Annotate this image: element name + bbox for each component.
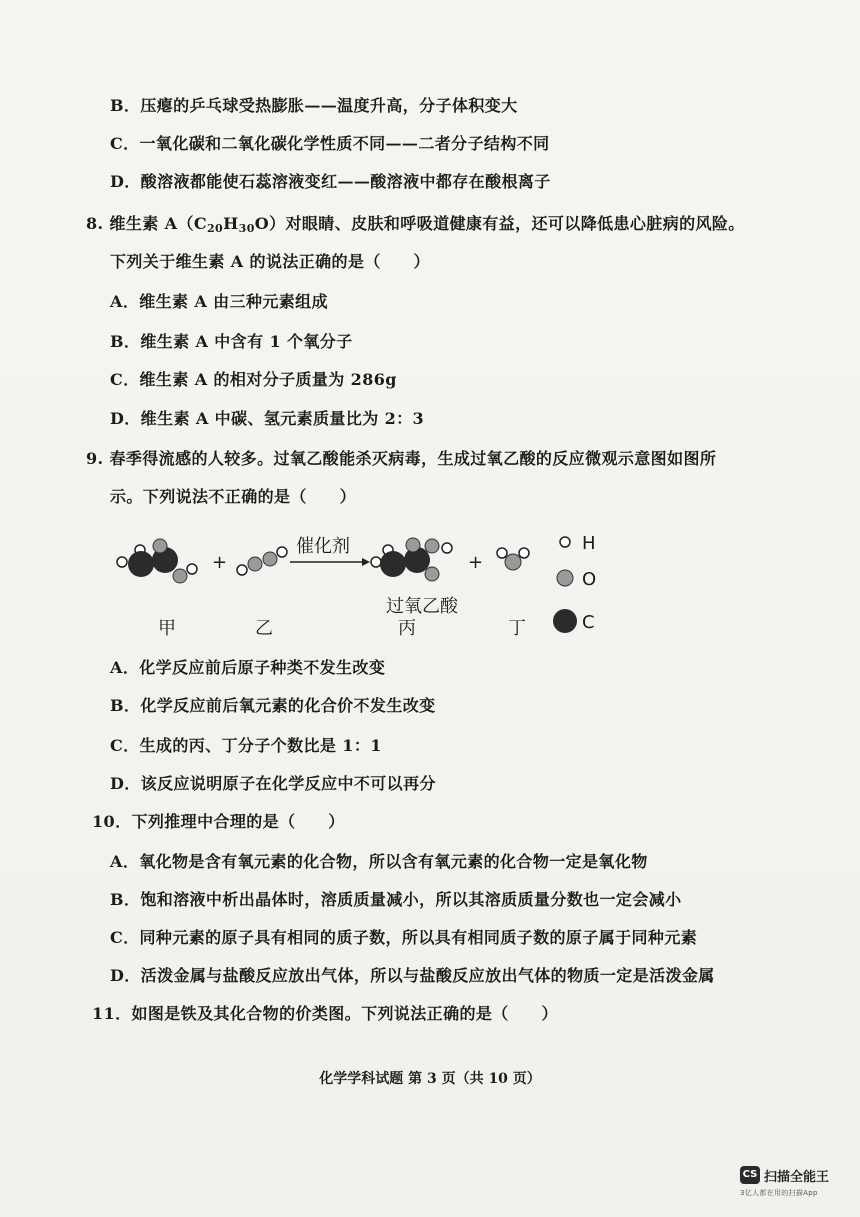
q7-option-c: C．一氧化碳和二氧化碳化学性质不同——二者分子结构不同 xyxy=(110,134,550,153)
scanner-app-name: 扫描全能王 xyxy=(764,1170,830,1185)
q8-option-c: C．维生素 A 的相对分子质量为 286g xyxy=(110,370,397,389)
label-ding: 丁 xyxy=(508,618,526,639)
q8-stem-part1: 8. 维生素 A（C xyxy=(86,214,207,233)
q10-option-d: D．活泼金属与盐酸反应放出气体，所以与盐酸反应放出气体的物质一定是活泼金属 xyxy=(110,966,715,985)
label-jia: 甲 xyxy=(158,618,176,639)
arrow-head-icon xyxy=(362,558,370,566)
molecule-jia xyxy=(117,539,197,583)
q7-option-b: B．压瘪的乒乓球受热膨胀——温度升高，分子体积变大 xyxy=(110,96,518,115)
legend-c-atom xyxy=(553,609,577,633)
q8-stem-h: H xyxy=(223,214,239,233)
q10-option-a: A．氧化物是含有氧元素的化合物，所以含有氧元素的化合物一定是氧化物 xyxy=(110,852,648,871)
q10-option-c: C．同种元素的原子具有相同的质子数，所以具有相同质子数的原子属于同种元素 xyxy=(110,928,698,947)
plus-sign-2: + xyxy=(468,552,484,573)
q8-option-b: B．维生素 A 中含有 1 个氧分子 xyxy=(110,332,353,351)
q9-option-d: D．该反应说明原子在化学反应中不可以再分 xyxy=(110,774,436,793)
q9-stem-line2: 示。下列说法不正确的是（ ） xyxy=(110,487,357,506)
scanner-watermark xyxy=(736,1166,856,1206)
label-bing: 丙 xyxy=(398,618,416,639)
page-footer: 化学学科试题 第 3 页（共 10 页） xyxy=(319,1071,541,1087)
molecule-yi xyxy=(237,547,287,575)
molecule-bing xyxy=(371,538,452,581)
scanner-logo-icon: CS xyxy=(740,1166,760,1184)
label-yi: 乙 xyxy=(255,618,273,639)
legend-o-label: O xyxy=(582,569,597,590)
q10-option-b: B．饱和溶液中析出晶体时，溶质质量减小，所以其溶质质量分数也一定会减小 xyxy=(110,890,682,909)
q9-stem: 9. 春季得流感的人较多。过氧乙酸能杀灭病毒，生成过氧乙酸的反应微观示意图如图所 xyxy=(86,449,717,468)
q8-stem-line2: 下列关于维生素 A 的说法正确的是（ ） xyxy=(110,252,430,271)
legend-c-label: C xyxy=(582,612,595,633)
q11-stem: 11．如图是铁及其化合物的价类图。下列说法正确的是（ ） xyxy=(92,1004,558,1023)
legend xyxy=(553,533,596,633)
reaction-micro-diagram xyxy=(110,526,630,646)
product-name-label: 过氧乙酸 xyxy=(386,596,458,617)
legend-h-atom xyxy=(560,537,570,547)
plus-sign-1: + xyxy=(212,552,228,573)
q8-stem-part2: O）对眼睛、皮肤和呼吸道健康有益，还可以降低患心脏病的风险。 xyxy=(254,214,745,233)
q8-sub-30: 30 xyxy=(238,222,255,235)
q9-option-c: C．生成的丙、丁分子个数比是 1：1 xyxy=(110,736,382,755)
q7-option-d: D．酸溶液都能使石蕊溶液变红——酸溶液中都存在酸根离子 xyxy=(110,172,551,191)
q9-option-a: A．化学反应前后原子种类不发生改变 xyxy=(110,658,386,677)
q8-option-d: D．维生素 A 中碳、氢元素质量比为 2：3 xyxy=(110,409,425,428)
q8-stem xyxy=(86,214,745,234)
legend-o-atom xyxy=(557,570,573,586)
scanner-tagline: 3亿人都在用的扫描App xyxy=(740,1189,818,1197)
q9-option-b: B．化学反应前后氧元素的化合价不发生改变 xyxy=(110,696,436,715)
q8-sub-20: 20 xyxy=(207,222,224,235)
molecule-ding xyxy=(497,548,529,570)
q8-option-a: A．维生素 A 由三种元素组成 xyxy=(110,292,328,311)
legend-h-label: H xyxy=(582,533,596,554)
catalyst-label: 催化剂 xyxy=(296,536,350,557)
q10-stem: 10．下列推理中合理的是（ ） xyxy=(92,812,345,831)
